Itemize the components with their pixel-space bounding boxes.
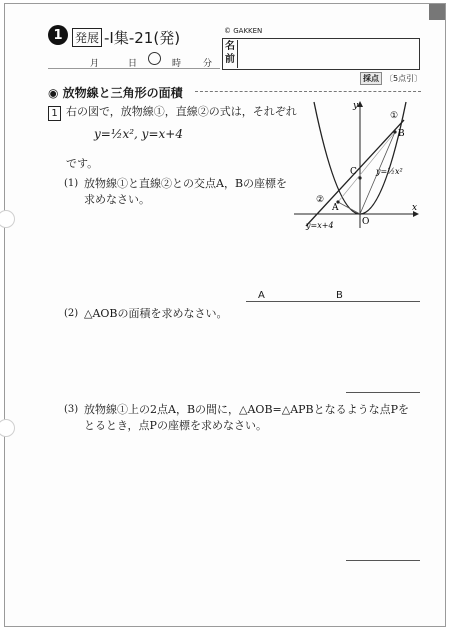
q3-line1: 放物線①上の2点A，Bの間に，△AOB=△APBとなるような点Pを [84, 403, 410, 416]
month-label: 月 [90, 59, 100, 69]
label-x: x [412, 203, 418, 213]
corner-mark [429, 4, 445, 20]
section-title: ◉ 放物線と三角形の面積 [48, 86, 183, 100]
name-label: 名前 [225, 40, 238, 68]
q1-answer-a-label: A [258, 290, 265, 301]
segment-ao [338, 202, 360, 214]
score-box [360, 72, 422, 85]
day-label: 日 [128, 59, 138, 69]
q2-text: △AOBの面積を求めなさい。 [84, 307, 228, 320]
name-field[interactable] [222, 38, 420, 70]
hour-label: 時 [172, 59, 182, 69]
date-underline [48, 68, 220, 69]
equations: y=½x², y=x+4 [94, 127, 183, 141]
level-tag: 発展 [72, 28, 102, 47]
punch-hole [0, 419, 15, 437]
problem-set-number: 1 [48, 25, 68, 45]
section-rule [195, 91, 421, 92]
minute-label: 分 [203, 59, 213, 69]
unit-title [72, 27, 180, 48]
label-o: O [362, 217, 370, 227]
q1-answer-b-label: B [336, 290, 343, 301]
q2-answer-line[interactable] [346, 392, 420, 393]
point-b [393, 130, 396, 133]
label-y: y [353, 101, 359, 111]
label-line-2: ② [316, 195, 325, 205]
q1-answer-line[interactable] [246, 301, 420, 302]
q1-line2: 求めなさい。 [84, 193, 150, 206]
q3-line2: とるとき，点Pの座標を求めなさい。 [84, 419, 267, 432]
label-c: C [350, 167, 357, 177]
problem-desu: です。 [66, 157, 99, 170]
curve-equation: y=½x² [376, 167, 403, 176]
q3-answer-line[interactable] [346, 560, 420, 561]
score-value: 〔5点引〕 [385, 74, 423, 83]
problem-number: 1 [48, 106, 61, 121]
graph-figure [292, 98, 422, 230]
q3-number: (3) [64, 404, 79, 415]
q1-line1: 放物線①と直線②との交点A，Bの座標を [84, 177, 288, 190]
unit-code: -Ⅰ集-21(発) [104, 29, 181, 47]
q1-number: (1) [64, 178, 79, 189]
line-equation: y=x+4 [306, 221, 334, 230]
label-parabola-1: ① [390, 111, 399, 121]
score-label: 採点 [360, 72, 382, 85]
label-b: B [398, 129, 405, 139]
clock-icon [148, 52, 161, 65]
point-c [358, 176, 361, 179]
copyright: © GAKKEN [224, 27, 263, 35]
q2-number: (2) [64, 308, 79, 319]
label-a: A [332, 203, 339, 213]
punch-hole [0, 210, 15, 228]
problem-intro: 右の図で，放物線①，直線②の式は，それぞれ [66, 105, 297, 118]
